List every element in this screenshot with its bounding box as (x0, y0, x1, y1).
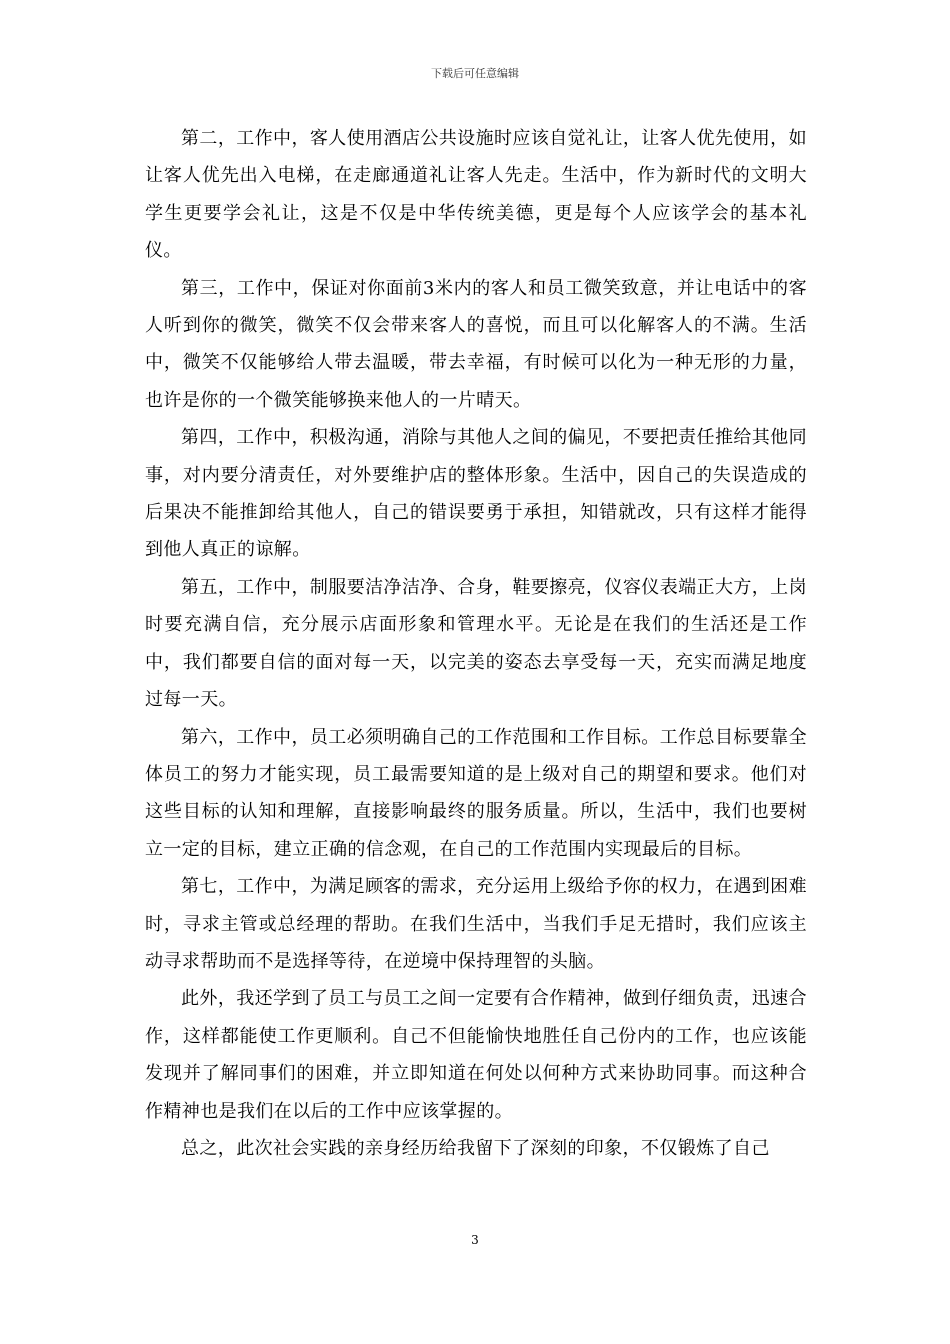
document-body (145, 120, 807, 1167)
paragraph-conclusion: 总之，此次社会实践的亲身经历给我留下了深刻的印象，不仅锻炼了自己 (181, 1137, 770, 1159)
paragraph-second: 第二，工作中，客人使用酒店公共设施时应该自觉礼让，让客人优先使用，如让客人优先出入电梯，在走廊通道礼让客人先走。生活中，作为新时代的文明大学生更要学会礼让，这是不仅是中华传统美德，更是每个人应该学会的基本礼仪。 (145, 128, 807, 262)
paragraph-fifth: 第五，工作中，制服要洁净洁净、合身，鞋要擦亮，仪容仪表端正大方，上岗时要充满自信，充分展示店面形象和管理水平。无论是在我们的生活还是工作中，我们都要自信的面对每一天，以完美的姿态去享受每一天，充实而满足地度过每一天。 (145, 576, 807, 711)
paragraph-sixth: 第六，工作中，员工必须明确自己的工作范围和工作目标。工作总目标要靠全体员工的努力才能实现，员工最需要知道的是上级对自己的期望和要求。他们对这些目标的认知和理解，直接影响最终的服务质量。所以，生活中，我们也要树立一定的目标，建立正确的信念观，在自己的工作范围内实现最后的目标。 (145, 726, 807, 860)
paragraph-seventh: 第七，工作中，为满足顾客的需求，充分运用上级给予你的权力，在遇到困难时，寻求主管或总经理的帮助。在我们生活中，当我们手足无措时，我们应该主动寻求帮助而不是选择等待，在逆境中保持理智的头脑。 (145, 876, 807, 972)
paragraph-third: 第三，工作中，保证对你面前3米内的客人和员工微笑致意，并让电话中的客人听到你的微笑，微笑不仅会带来客人的喜悦，而且可以化解客人的不满。生活中，微笑不仅能够给人带去温暖，带去幸福，有时候可以化为一种无形的力量，也许是你的一个微笑能够换来他人的一片晴天。 (145, 277, 807, 411)
page-number: 3 (471, 1233, 479, 1247)
paragraph-fourth: 第四，工作中，积极沟通，消除与其他人之间的偏见，不要把责任推给其他同事，对内要分清责任，对外要维护店的整体形象。生活中，因自己的失误造成的后果决不能推卸给其他人，自己的错误要勇于承担，知错就改，只有这样才能得到他人真正的谅解。 (145, 427, 807, 561)
paragraph-cooperation: 此外，我还学到了员工与员工之间一定要有合作精神，做到仔细负责，迅速合作，这样都能使工作更顺利。自己不但能愉快地胜任自己份内的工作，也应该能发现并了解同事们的困难，并立即知道在何处以何种方式来协助同事。而这种合作精神也是我们在以后的工作中应该掌握的。 (145, 988, 807, 1122)
page-header: 下载后可任意编辑 (431, 67, 519, 80)
